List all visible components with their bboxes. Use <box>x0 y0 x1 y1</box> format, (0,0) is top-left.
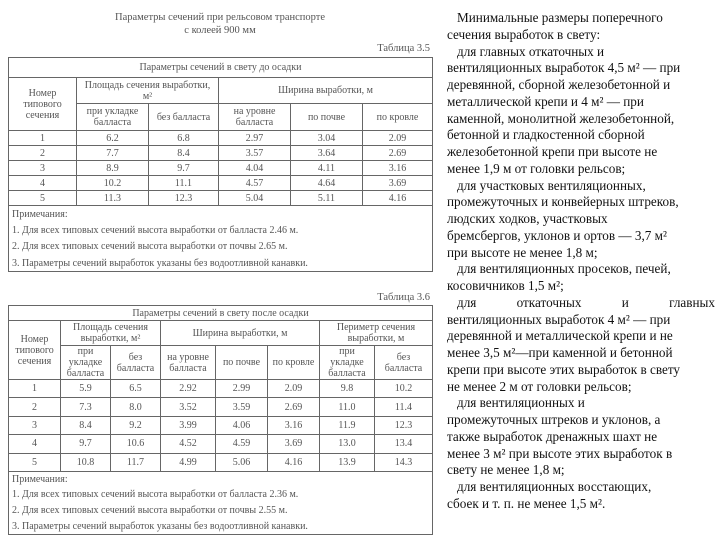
sub-header: по кровле <box>268 346 320 380</box>
text-line: также выработок дренажных шахт не <box>447 428 658 444</box>
text-line: деревянной и металлической крепи и не <box>447 328 673 344</box>
table-cell: 5 <box>9 191 77 206</box>
table-row <box>9 176 433 191</box>
table-row <box>9 161 433 176</box>
table-row <box>9 435 433 453</box>
table-cell: 9.2 <box>111 416 161 434</box>
table-cell: 8.4 <box>61 416 111 434</box>
note-row <box>9 222 433 239</box>
note-text: 3. Параметры сечений выработок указаны без водоотливной канавки. <box>9 255 433 272</box>
table-cell: 1 <box>9 131 77 146</box>
table-cell: 11.1 <box>149 176 219 191</box>
text-line: косовичников 1,5 м²; <box>447 278 564 293</box>
table-cell: 11.7 <box>111 453 161 471</box>
group-width-header: Ширина выработки, м <box>161 321 320 346</box>
text-line: металлической крепи и 4 м² — при <box>447 93 644 109</box>
table-row <box>9 398 433 416</box>
table-cell: 2.97 <box>219 131 291 146</box>
table1-number: Таблица 3.5 <box>377 43 430 54</box>
text-line: сечения выработок в свету: <box>447 26 601 42</box>
table-row <box>9 131 433 146</box>
sub-header: на уровне балласта <box>219 104 291 131</box>
table-cell: 2.92 <box>161 380 216 398</box>
text-line: для вентиляционных просеков, печей, <box>457 261 671 277</box>
table-cell: 3.16 <box>363 161 433 176</box>
table-row <box>9 146 433 161</box>
table-cell: 6.2 <box>77 131 149 146</box>
table-cell: 3.04 <box>291 131 363 146</box>
text-line: для откаточных и главных <box>457 294 715 310</box>
note-text: 3. Параметры сечений выработок указаны без водоотливной канавки. <box>9 519 433 535</box>
table-cell: 3.57 <box>219 146 291 161</box>
table-cell: 8.4 <box>149 146 219 161</box>
table-cell: 4.57 <box>219 176 291 191</box>
text-line: не менее 2 м от головки рельсов; <box>447 378 632 394</box>
note-text: 2. Для всех типовых сечений высота выработки от почвы 2.65 м. <box>9 239 433 256</box>
sub-header: по почве <box>216 346 268 380</box>
table2-number: Таблица 3.6 <box>377 292 430 303</box>
notes-title: Примечания: <box>9 471 433 487</box>
table-top-header: Параметры сечений в свету до осадки <box>9 58 433 78</box>
text-line: бремсбергов, уклонов и ортов — 3,7 м² <box>447 227 667 243</box>
table-cell: 12.3 <box>149 191 219 206</box>
table-cell: 3.69 <box>268 435 320 453</box>
table-cell: 4 <box>9 176 77 191</box>
table-cell: 4.64 <box>291 176 363 191</box>
table-cell: 9.7 <box>61 435 111 453</box>
group-width-header: Ширина выработки, м <box>219 78 433 104</box>
table-cell: 4.16 <box>268 453 320 471</box>
table-cell: 3.69 <box>363 176 433 191</box>
table-cell: 2.99 <box>216 380 268 398</box>
table-cell: 14.3 <box>375 453 433 471</box>
text-line: сбоек и т. п. не менее 1,5 м². <box>447 495 606 511</box>
table-3-5 <box>8 57 433 272</box>
table-cell: 10.6 <box>111 435 161 453</box>
table-cell: 2.09 <box>268 380 320 398</box>
text-line: промежуточных штреков и уклонов, а <box>447 412 661 427</box>
table-cell: 3.99 <box>161 416 216 434</box>
text-line: Минимальные размеры поперечного <box>457 10 663 25</box>
table-cell: 2.09 <box>363 131 433 146</box>
table-cell: 1 <box>9 380 61 398</box>
note-row <box>9 519 433 535</box>
table-cell: 8.0 <box>111 398 161 416</box>
note-row <box>9 471 433 487</box>
table-3-6 <box>8 305 433 535</box>
table-cell: 3.64 <box>291 146 363 161</box>
table-row <box>9 380 433 398</box>
sub-header: при укладке балласта <box>77 104 149 131</box>
table-row <box>9 191 433 206</box>
table-cell: 4.06 <box>216 416 268 434</box>
text-line: для главных откаточных и <box>457 43 605 59</box>
note-row <box>9 239 433 256</box>
table-cell: 5.06 <box>216 453 268 471</box>
group-area-header: Площадь сечения выработки, м² <box>77 78 219 104</box>
text-line: менее 3,5 м²—при каменной и бетонной <box>447 345 673 360</box>
sub-header: без балласта <box>375 346 433 380</box>
text-line: крепи при высоте этих выработок в свету <box>447 361 681 377</box>
text-line: людских ходков, участковых <box>447 211 608 226</box>
note-text: 2. Для всех типовых сечений высота выработки от почвы 2.55 м. <box>9 503 433 519</box>
table-top-header: Параметры сечений в свету после осадки <box>9 306 433 321</box>
sub-header: при укладке балласта <box>61 346 111 380</box>
table-cell: 9.7 <box>149 161 219 176</box>
notes-title: Примечания: <box>9 206 433 223</box>
text-line: для вентиляционных и <box>457 395 585 411</box>
sub-header: по кровле <box>363 104 433 131</box>
table-cell: 2.69 <box>363 146 433 161</box>
text-line: вентиляционных выработок 4,5 м² — при <box>447 60 681 76</box>
table-cell: 13.9 <box>320 453 375 471</box>
table-cell: 3 <box>9 161 77 176</box>
table-cell: 10.8 <box>61 453 111 471</box>
note-text: 1. Для всех типовых сечений высота выработки от балласта 2.46 м. <box>9 222 433 239</box>
table-cell: 4.59 <box>216 435 268 453</box>
note-row <box>9 206 433 223</box>
table-cell: 2.69 <box>268 398 320 416</box>
table-cell: 13.4 <box>375 435 433 453</box>
table-cell: 5.11 <box>291 191 363 206</box>
table-cell: 11.0 <box>320 398 375 416</box>
note-row <box>9 255 433 272</box>
text-line: свету не менее 1,8 м; <box>447 462 565 478</box>
table1-caption-line1: Параметры сечений при рельсовом транспорте <box>114 12 326 23</box>
note-row <box>9 487 433 503</box>
table-cell: 7.3 <box>61 398 111 416</box>
table-cell: 4 <box>9 435 61 453</box>
table-cell: 3.52 <box>161 398 216 416</box>
table-cell: 10.2 <box>77 176 149 191</box>
group-perimeter-header: Периметр сечения выработки, м <box>320 321 433 346</box>
table-cell: 11.3 <box>77 191 149 206</box>
table-row <box>9 453 433 471</box>
table-row <box>9 416 433 434</box>
table-cell: 13.0 <box>320 435 375 453</box>
table-cell: 6.5 <box>111 380 161 398</box>
text-line: железобетонной крепи при высоте не <box>447 144 658 159</box>
text-line: при высоте не менее 1,8 м; <box>447 244 598 260</box>
table-cell: 4.99 <box>161 453 216 471</box>
table-cell: 5.04 <box>219 191 291 206</box>
sub-header: на уровне балласта <box>161 346 216 380</box>
text-line: бетонной и гладкостенной сборной <box>447 127 645 143</box>
note-row <box>9 503 433 519</box>
table-cell: 3.59 <box>216 398 268 416</box>
col-number-header: Номер типового сечения <box>9 78 77 131</box>
table-cell: 4.04 <box>219 161 291 176</box>
col-number-header: Номер типового сечения <box>9 321 61 380</box>
table-cell: 8.9 <box>77 161 149 176</box>
table-cell: 6.8 <box>149 131 219 146</box>
table-cell: 12.3 <box>375 416 433 434</box>
sub-header: без балласта <box>111 346 161 380</box>
table-cell: 9.8 <box>320 380 375 398</box>
text-line: деревянной, сборной железобетонной и <box>447 77 671 92</box>
table-cell: 4.52 <box>161 435 216 453</box>
text-line: промежуточных и конвейерных штреков, <box>447 194 679 210</box>
sub-header: при укладке балласта <box>320 346 375 380</box>
table-cell: 4.11 <box>291 161 363 176</box>
text-line: вентиляционных выработок 4 м² — при <box>447 311 671 327</box>
text-line: для участковых вентиляционных, <box>457 177 646 193</box>
table-cell: 7.7 <box>77 146 149 161</box>
group-area-header: Площадь сечения выработки, м² <box>61 321 161 346</box>
table-cell: 2 <box>9 398 61 416</box>
table-cell: 11.4 <box>375 398 433 416</box>
sub-header: без балласта <box>149 104 219 131</box>
sub-header: по почве <box>291 104 363 131</box>
table-cell: 3.16 <box>268 416 320 434</box>
table1-caption-line2: с колеей 900 мм <box>184 25 256 36</box>
table-cell: 2 <box>9 146 77 161</box>
text-line: каменной, монолитной железобетонной, <box>447 110 675 126</box>
table-cell: 5.9 <box>61 380 111 398</box>
text-line: для вентиляционных восстающих, <box>457 479 652 494</box>
body-text <box>447 10 715 513</box>
table-cell: 10.2 <box>375 380 433 398</box>
text-line: менее 1,9 м от головки рельсов; <box>447 160 626 176</box>
table-cell: 4.16 <box>363 191 433 206</box>
table-cell: 11.9 <box>320 416 375 434</box>
note-text: 1. Для всех типовых сечений высота выработки от балласта 2.36 м. <box>9 487 433 503</box>
table-cell: 3 <box>9 416 61 434</box>
text-line: менее 3 м² при высоте этих выработок в <box>447 445 673 461</box>
table-cell: 5 <box>9 453 61 471</box>
